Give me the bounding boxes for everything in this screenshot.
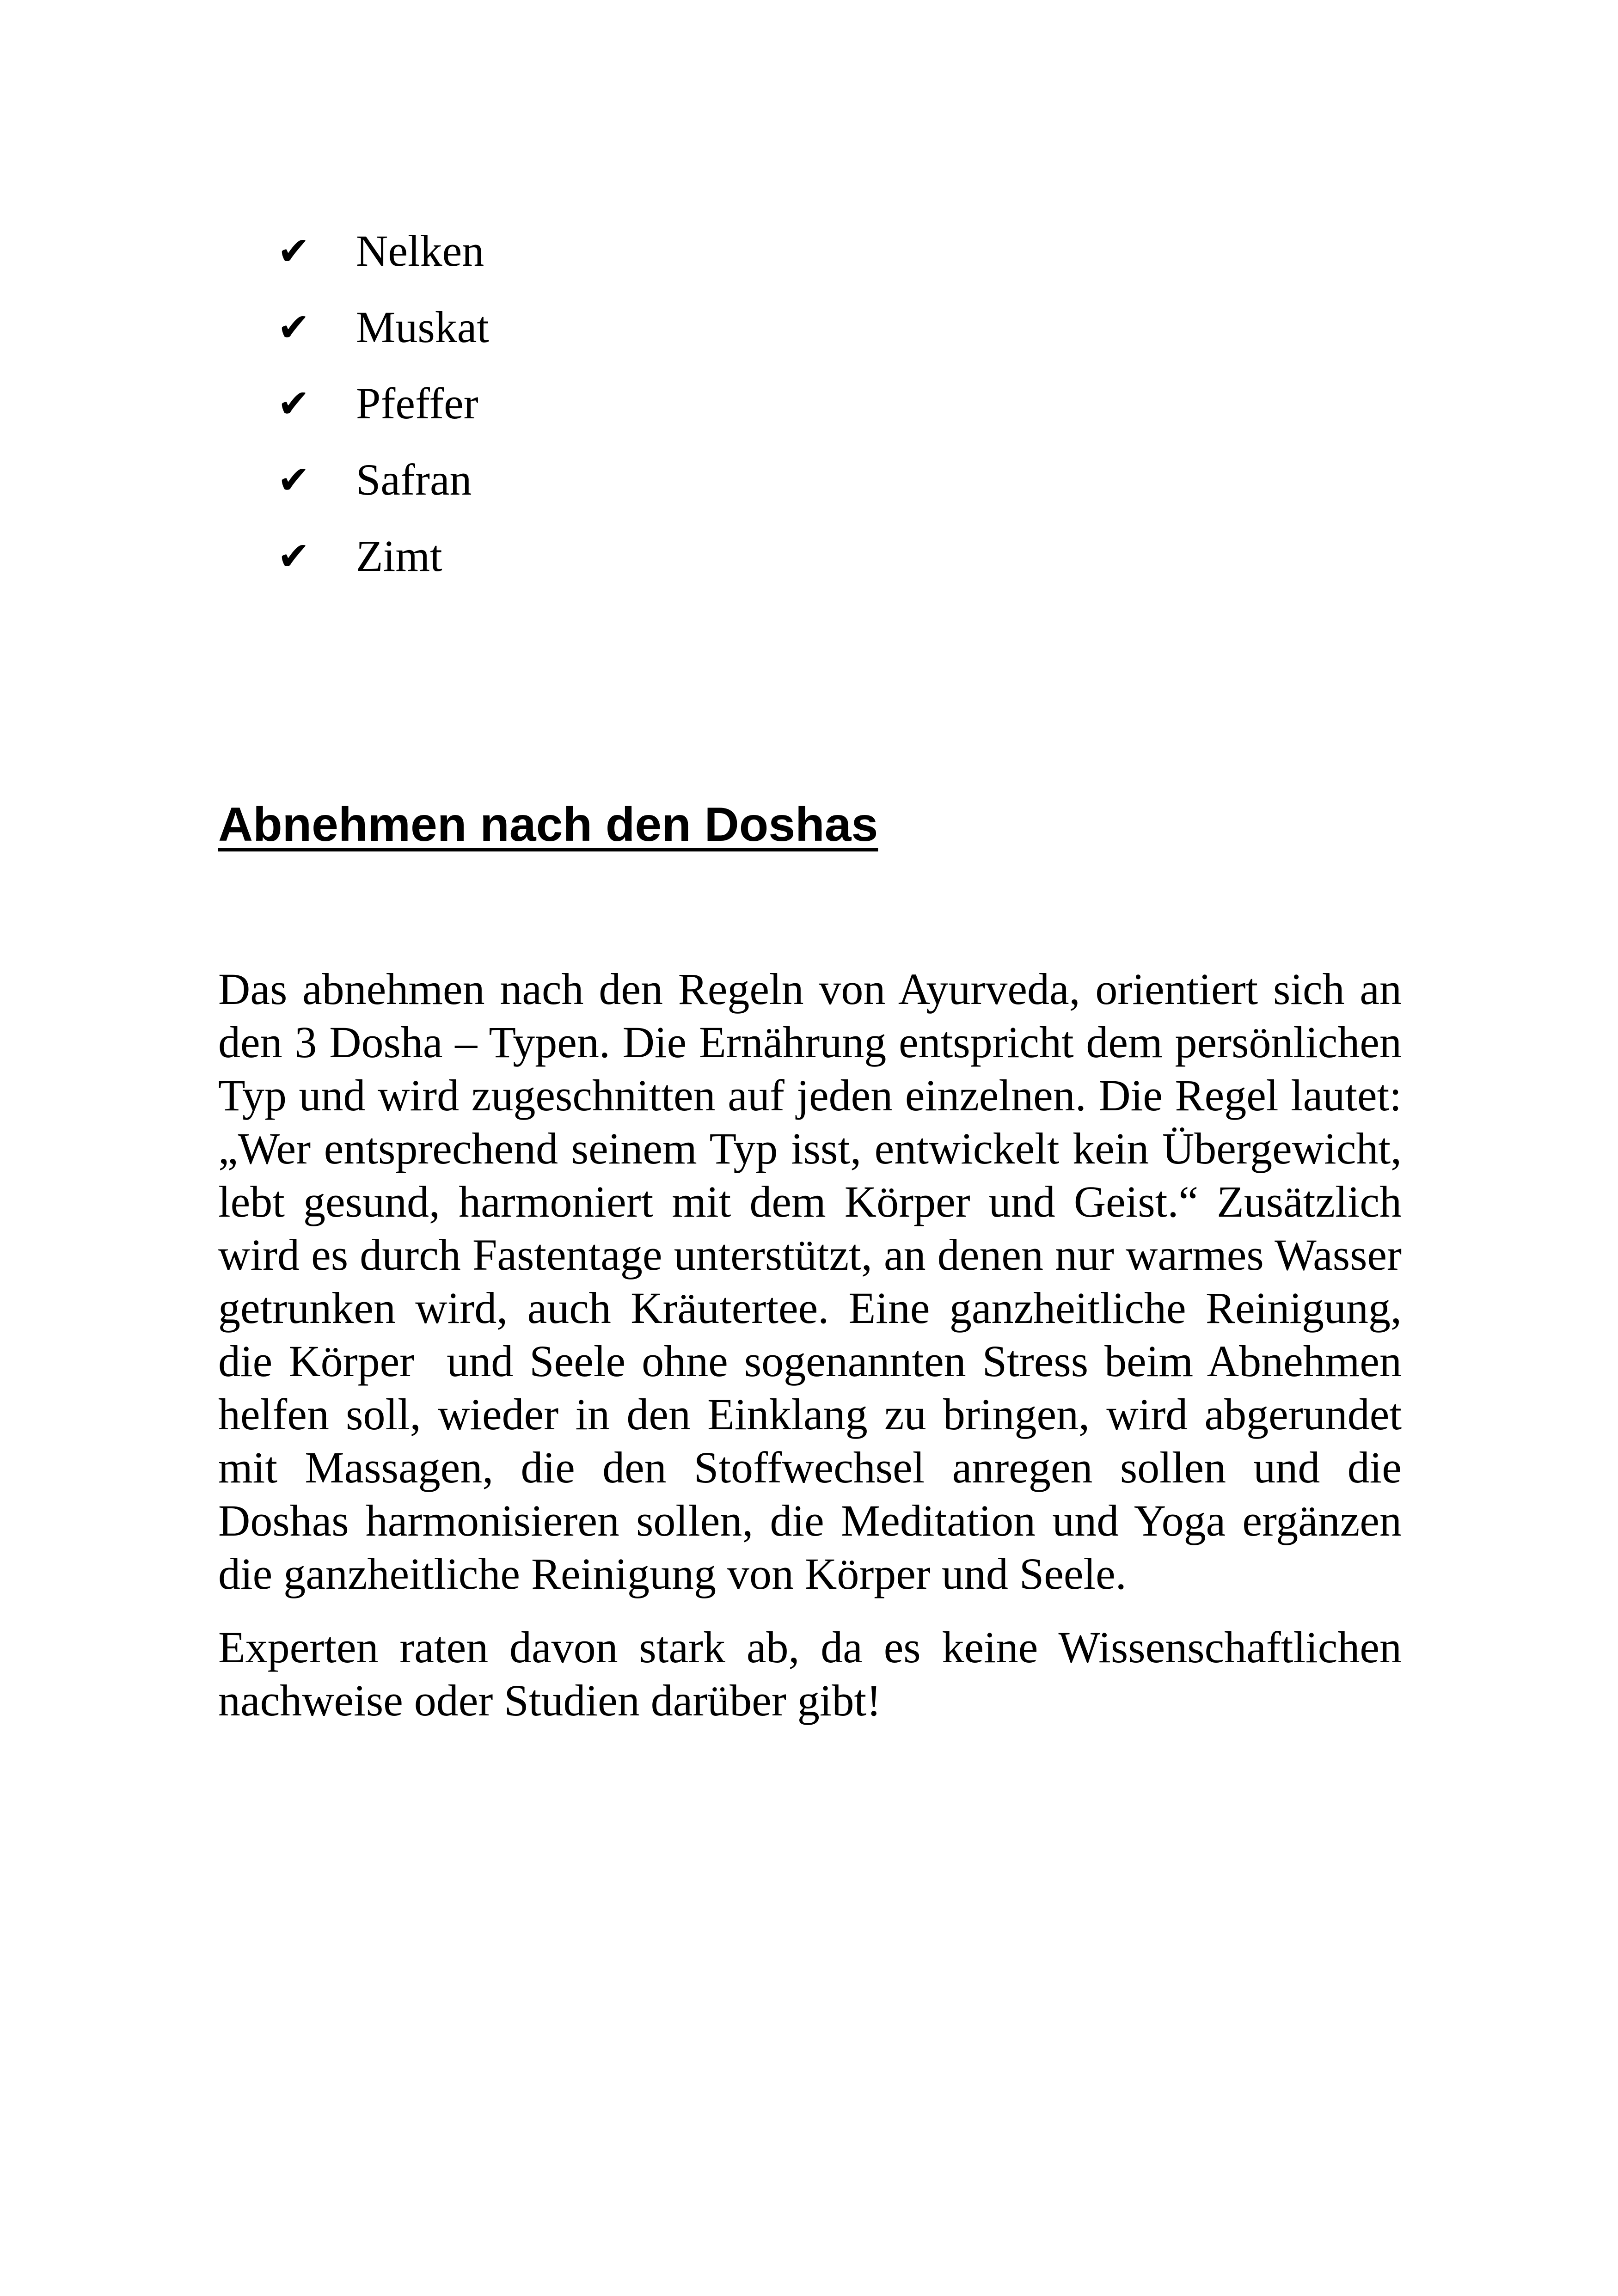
list-item-label: Zimt [356,531,442,581]
checkmark-icon: ✔ [277,457,310,502]
body-paragraph: Das abnehmen nach den Regeln von Ayurveda, orientiert sich an den 3 Dosha – Typen. Die Ernährung entspricht dem persönlichen Typ und wird zugeschnitten auf jeden einzelnen. Die Regel lautet: „Wer entsprechend seinem Typ isst, entwickelt kein Übergewicht, lebt gesund, harmoniert mit dem Körper und Geist.“ Zusätzlich wird es durch Fastentage unterstützt, an denen nur warmes Wasser getrunken wird, auch Kräutertee. Eine ganzheitliche Reinigung, die Körper und Seele ohne sogenannten Stress beim Abnehmen helfen soll, wieder in den Einklang zu bringen, wird abgerundet mit Massagen, die den Stoffwechsel anregen sollen und die Doshas harmonisieren sollen, die Meditation und Yoga ergänzen die ganzheitliche Reinigung von Körper und Seele. [218,964,1413,1598]
body-paragraph: Experten raten davon stark ab, da es keine Wissenschaftlichen nachweise oder Studien darüber gibt! [218,1623,1413,1725]
checkmark-icon: ✔ [277,304,310,350]
list-item [277,365,489,441]
list-item [277,213,489,289]
checkmark-icon: ✔ [277,380,310,426]
section-body [218,962,1413,1747]
list-item-label: Pfeffer [356,379,478,428]
list-item-label: Nelken [356,226,484,276]
list-item-label: Muskat [356,302,489,352]
section-heading: Abnehmen nach den Doshas [218,798,878,851]
list-item [277,518,489,594]
checkmark-icon: ✔ [277,533,310,579]
list-item [277,441,489,518]
list-item [277,289,489,365]
spice-list [277,213,489,594]
checkmark-icon: ✔ [277,228,310,274]
list-item-label: Safran [356,455,472,504]
